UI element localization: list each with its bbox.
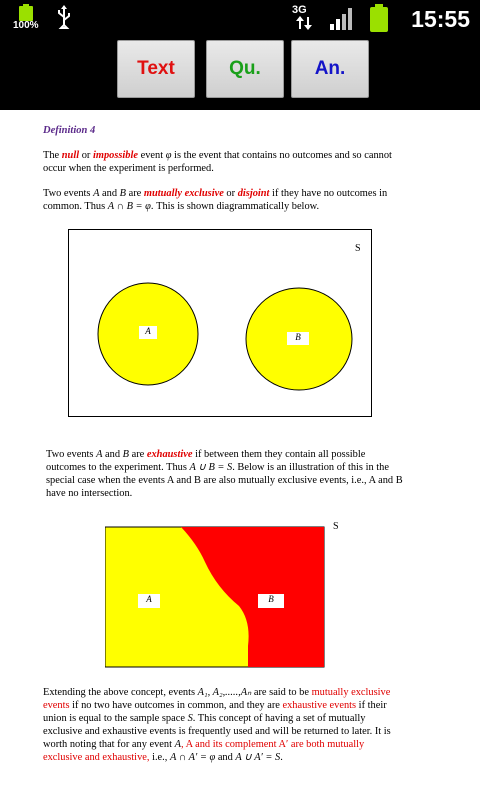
disjoint-sets-shapes	[69, 230, 371, 416]
sample-space-label: S	[355, 243, 361, 254]
paragraph-null-event: The null or impossible event φ is the event that contains no outcomes and so cannot occur when the experiment is performed.	[43, 150, 392, 174]
set-b-label: B	[258, 594, 284, 608]
text-button[interactable]: Text	[117, 40, 195, 98]
usb-icon	[56, 5, 72, 29]
venn-diagram-exhaustive	[105, 521, 345, 671]
signal-strength-icon	[330, 8, 356, 30]
question-button[interactable]: Qu.	[206, 40, 284, 98]
set-a-label: A	[138, 594, 160, 608]
venn-diagram-disjoint	[68, 229, 372, 417]
data-transfer-icon	[296, 16, 312, 30]
set-a-label: A	[139, 326, 157, 339]
paragraph-mutually-exclusive: Two events A and B are mutually exclusive or disjoint if they have no outcomes in common. Thus A ∩ B = φ. This is shown diagrammatically below.	[43, 188, 388, 212]
status-bar	[0, 0, 480, 38]
battery-icon	[17, 4, 35, 21]
term-null: null	[61, 150, 80, 161]
term-impossible: impossible	[92, 150, 138, 161]
formula-intersection: A ∩ B = φ	[107, 201, 151, 212]
definition-heading: Definition 4	[43, 125, 96, 136]
network-type-label: 3G	[292, 4, 307, 16]
term-exhaustive: exhaustive	[146, 449, 193, 460]
term-disjoint: disjoint	[237, 188, 270, 199]
set-b-label: B	[287, 332, 309, 345]
toolbar	[0, 38, 480, 110]
paragraph-extending-concept: Extending the above concept, events A₁, A₂,.....,Aₙ are said to be mutually exclusive events if no two have outcomes in common, and they are exhaustive events if their union is equal to the sample space S. This concept of having a set of mutually exclusive and exhaustive events is frequently used and will be returned to later. It is worth noting that for any event A, A and its complement A′ are both mutually exclusive and exhaustive, i.e., A ∩ A′ = φ and A ∪ A′ = S.	[43, 687, 391, 763]
answer-button[interactable]: An.	[291, 40, 369, 98]
term-mutually-exclusive: mutually exclusive	[143, 188, 224, 199]
battery-percent: 100%	[13, 20, 39, 31]
clock: 15:55	[411, 6, 470, 32]
paragraph-exhaustive: Two events A and B are exhaustive if between them they contain all possible outcomes to the experiment. Thus A ∪ B = S. Below is an illustration of this in the special case when the events A and B are also mutually exclusive events, i.e., A and B have no intersection.	[46, 449, 403, 499]
battery-full-icon	[368, 4, 390, 32]
sample-space-label: S	[333, 521, 339, 532]
formula-union: A ∪ B = S	[189, 462, 233, 473]
document-content	[0, 110, 480, 800]
